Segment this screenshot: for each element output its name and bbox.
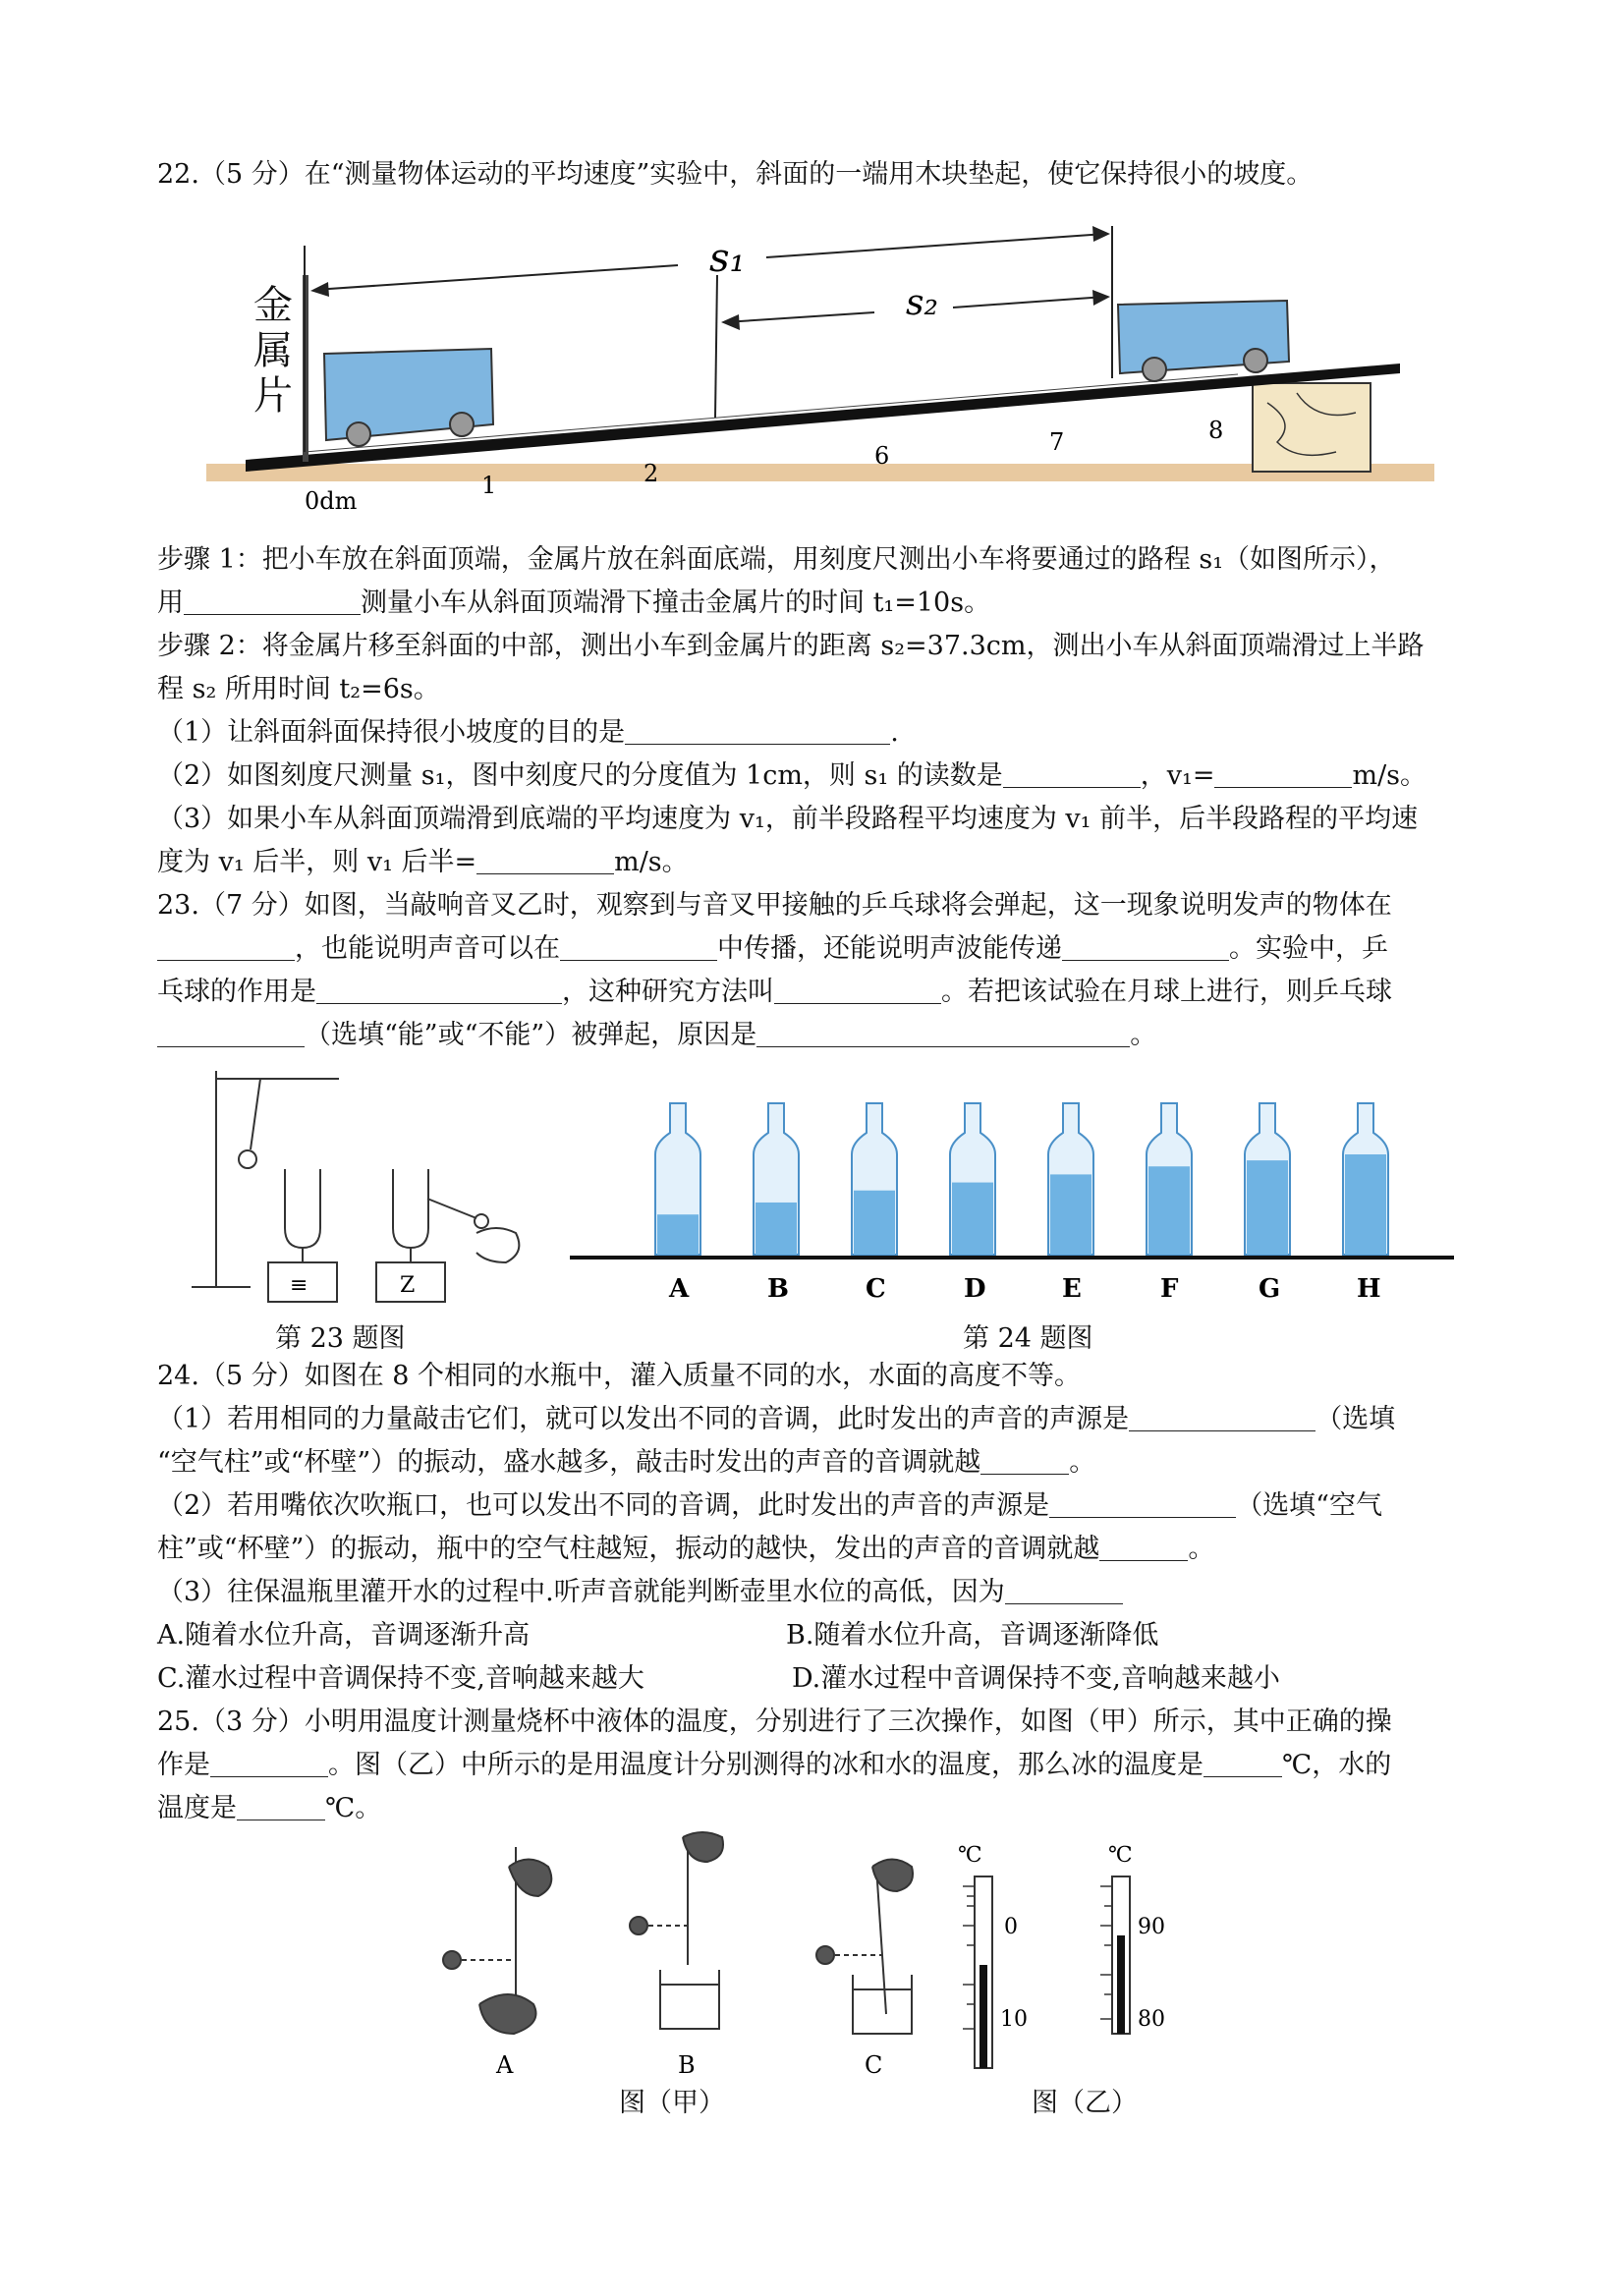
fig-jia-caption: 图（甲） [619, 2088, 725, 2118]
q25-line3: 温度是 ℃。 [157, 1793, 382, 1823]
car-bottom [324, 349, 493, 446]
q23-line2: ，也能说明声音可以在 中传播，还能说明声波能传递 。实验中，乒 [157, 931, 1388, 967]
bottle-label: F [1160, 1274, 1179, 1304]
q24-option-d: D.灌水过程中音调保持不变,音响越来越小 [792, 1663, 1280, 1694]
fig-yi-caption: 图（乙） [1032, 2088, 1138, 2118]
q22-part3-a: （3）如果小车从斜面顶端滑到底端的平均速度为 v₁，前半段路程平均速度为 v₁ 前半，后半段路程的平均速 [157, 804, 1419, 834]
scale-zero-label: 0dm [305, 487, 358, 515]
bottle-label: G [1259, 1274, 1281, 1304]
scale-tick-1: 1 [481, 472, 497, 499]
water-fill [1148, 1166, 1190, 1255]
blank-correct-op[interactable] [210, 1749, 328, 1777]
blank-reason[interactable] [756, 1019, 1130, 1047]
therm1-unit: ℃ [958, 1843, 982, 1868]
jia-label-b: B [678, 2051, 696, 2079]
q22-header: 22.（5 分）在“测量物体运动的平均速度”实验中，斜面的一端用木块垫起，使它保持很小的坡度。 [157, 159, 1314, 190]
blank-tool[interactable] [184, 587, 361, 615]
bottle-label: E [1062, 1274, 1082, 1304]
bottle-d [950, 1103, 995, 1304]
fig24-caption: 第 24 题图 [963, 1323, 1093, 1354]
bottle-h [1343, 1103, 1388, 1304]
bottle-b [754, 1103, 799, 1304]
q25-line1: 25.（3 分）小明用温度计测量烧杯中液体的温度，分别进行了三次操作，如图（甲）所示，其中正确的操 [157, 1707, 1392, 1737]
therm2-tick-80: 80 [1138, 2007, 1165, 2032]
bottles-figure [570, 1095, 1454, 1307]
bottle-label: B [767, 1274, 789, 1304]
tuning-fork-figure [182, 1061, 535, 1307]
q22-step1-a: 步骤 1：把小车放在斜面顶端，金属片放在斜面底端，用刻度尺测出小车将要通过的路程 s₁（如图所示）， [157, 544, 1396, 575]
blank-ball-role[interactable] [316, 976, 562, 1004]
s2-label: s₂ [906, 283, 938, 323]
scale-tick-7: 7 [1049, 428, 1065, 456]
q24-option-c: C.灌水过程中音调保持不变,音响越来越大 [157, 1663, 644, 1694]
bottle-label: A [669, 1274, 690, 1304]
blank-choice[interactable] [1005, 1576, 1123, 1604]
blank-source-2[interactable] [1049, 1489, 1236, 1518]
water-fill [854, 1191, 895, 1255]
metal-plate-label: 金属片 [253, 283, 293, 419]
blank-source-1[interactable] [1129, 1403, 1315, 1431]
water-fill [756, 1203, 797, 1255]
bottle-f [1147, 1103, 1192, 1304]
q22-step1-b: 用 测量小车从斜面顶端滑下撞击金属片的时间 t₁=10s。 [157, 588, 991, 618]
car-top [1118, 301, 1289, 381]
blank-ice-temp[interactable] [1203, 1749, 1282, 1777]
therm1-tick-10: 10 [1000, 2007, 1028, 2032]
scale-tick-2: 2 [644, 460, 659, 487]
blank-purpose[interactable] [625, 716, 890, 745]
blank-medium[interactable] [560, 932, 717, 961]
blank-vibrating[interactable] [157, 932, 295, 961]
q24-p3: （3）往保温瓶里灌开水的过程中.听声音就能判断壶里水位的高低，因为 [157, 1575, 1123, 1610]
q24-p2-b: 柱”或“杯壁”）的振动，瓶中的空气柱越短，振动的越快，发出的声音的音调就越 。 [157, 1534, 1215, 1564]
fork-yi-label: Z [400, 1273, 416, 1298]
q22-part3-b: 度为 v₁ 后半，则 v₁ 后半= m/s。 [157, 847, 689, 877]
therm1-tick-0: 0 [1004, 1915, 1018, 1939]
therm2-tick-90: 90 [1138, 1915, 1165, 1939]
bottle-label: C [866, 1274, 886, 1304]
water-fill [1050, 1174, 1091, 1255]
therm2-unit: ℃ [1108, 1843, 1133, 1868]
q24-p1-a: （1）若用相同的力量敲击它们，就可以发出不同的音调，此时发出的声音的声源是 （选填 [157, 1404, 1396, 1434]
scale-tick-8: 8 [1208, 417, 1224, 444]
blank-s1-reading[interactable] [1003, 759, 1141, 788]
jia-label-a: A [496, 2051, 514, 2079]
q24-p2-a: （2）若用嘴依次吹瓶口，也可以发出不同的音调，此时发出的声音的声源是 （选填“空气 [157, 1490, 1382, 1521]
bottle-label: H [1357, 1274, 1381, 1304]
water-fill [952, 1183, 993, 1255]
water-fill [1247, 1160, 1288, 1255]
scale-tick-6: 6 [874, 442, 890, 470]
blank-water-temp[interactable] [237, 1792, 325, 1820]
q23-line3: 乓球的作用是 ，这种研究方法叫 。若把该试验在月球上进行，则乒乓球 [157, 977, 1392, 1007]
blank-v1[interactable] [1214, 759, 1352, 788]
bottle-c [852, 1103, 897, 1304]
bottle-e [1048, 1103, 1093, 1304]
q24-p1-b: “空气柱”或“杯壁”）的振动，盛水越多，敲击时发出的声音的音调就越 。 [157, 1447, 1096, 1478]
q22-part2: （2）如图刻度尺测量 s₁，图中刻度尺的分度值为 1cm，则 s₁ 的读数是 ，v₁= m/s。 [157, 760, 1427, 791]
q24-option-b: B.随着水位升高，音调逐渐降低 [786, 1620, 1159, 1651]
blank-v1-later[interactable] [476, 846, 614, 874]
bottle-g [1245, 1103, 1290, 1304]
thermometer-figure [432, 1827, 1218, 2122]
water-fill [657, 1214, 699, 1255]
q22-step2-b: 程 s₂ 所用时间 t₂=6s。 [157, 674, 440, 704]
blank-pitch-2[interactable] [1099, 1533, 1188, 1561]
q22-step2-a: 步骤 2：将金属片移至斜面的中部，测出小车到金属片的距离 s₂=37.3cm，测出小车从斜面顶端滑过上半路 [157, 631, 1425, 661]
bottle-label: D [964, 1274, 986, 1304]
blank-moon[interactable] [157, 1019, 305, 1047]
q23-line4: （选填“能”或“不能”）被弹起，原因是 。 [157, 1018, 1156, 1053]
fork-jia-label: ≡ [290, 1273, 308, 1298]
q25-line2: 作是 。图（乙）中所示的是用温度计分别测得的冰和水的温度，那么冰的温度是 ℃，水的 [157, 1750, 1392, 1780]
fig23-caption: 第 23 题图 [275, 1323, 406, 1354]
blank-method[interactable] [774, 976, 941, 1004]
water-fill [1345, 1154, 1386, 1255]
s1-label: s₁ [709, 236, 746, 281]
incline-figure [206, 206, 1434, 531]
bottle-a [655, 1103, 700, 1304]
q22-part1: （1）让斜面斜面保持很小坡度的目的是 . [157, 717, 899, 748]
blank-pitch-1[interactable] [980, 1446, 1069, 1475]
blank-energy[interactable] [1062, 932, 1229, 961]
q23-line1: 23.（7 分）如图，当敲响音叉乙时，观察到与音叉甲接触的乒乓球将会弹起，这一现象说明发声的物体在 [157, 890, 1392, 921]
jia-label-c: C [865, 2051, 883, 2079]
q24-option-a: A.随着水位升高，音调逐渐升高 [157, 1620, 531, 1651]
q24-header: 24.（5 分）如图在 8 个相同的水瓶中，灌入质量不同的水，水面的高度不等。 [157, 1361, 1082, 1391]
